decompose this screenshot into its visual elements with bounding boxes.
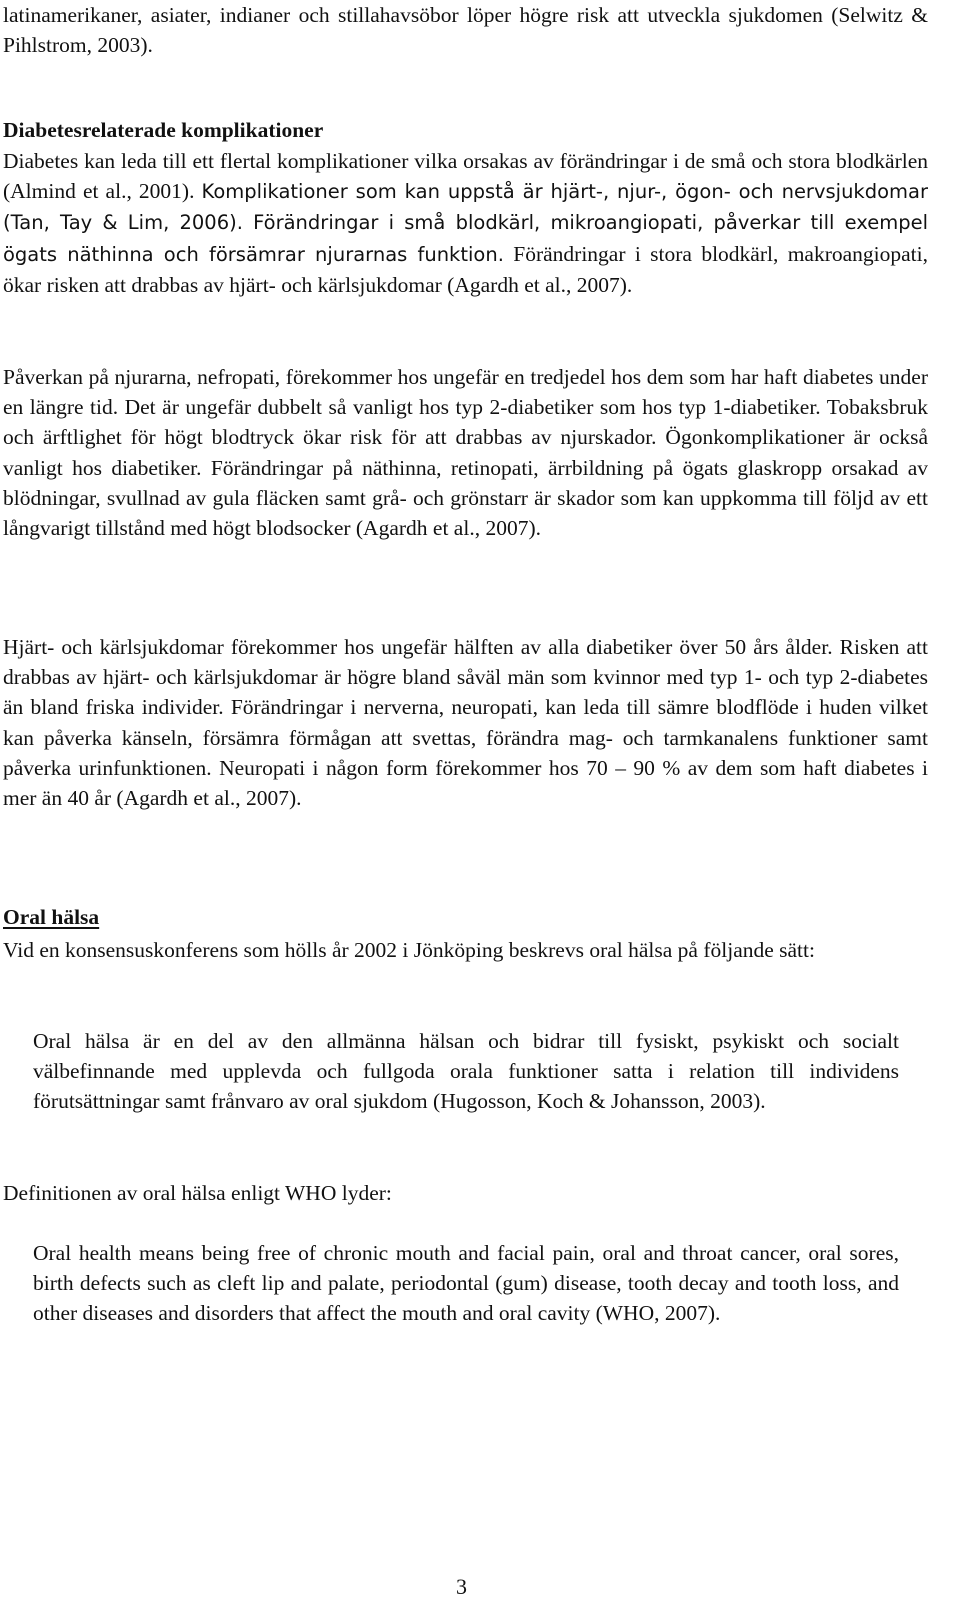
paragraph-complications-part-a: Diabetes kan leda till ett flertal komplikationer vilka orsakas av förändringar i de små och stora blodkärlen (Almind et al., 2001). (3, 149, 928, 204)
paragraph-complications (3, 146, 928, 300)
quote-who-definition: Oral health means being free of chronic mouth and facial pain, oral and throat cancer, oral sores, birth defects such as cleft lip and palate, periodontal (gum) disease, tooth decay and tooth loss, and other diseases and disorders that affect the mouth and oral cavity (WHO, 2007). (33, 1241, 899, 1326)
page-number: 3 (456, 1574, 467, 1599)
quote-oral-health-definition: Oral hälsa är en del av den allmänna hälsan och bidrar till fysiskt, psykiskt och socialt välbefinnande med upplevda och fullgoda orala funktioner satta i relation till individens förutsättningar samt frånvaro av oral sjukdom (Hugosson, Koch & Johansson, 2003). (33, 1029, 899, 1114)
paragraph-risk-groups: latinamerikaner, asiater, indianer och stillahavsöbor löper högre risk att utveckla sjukdomen (Selwitz & Pihlstrom, 2003). (3, 3, 928, 58)
paragraph-who-intro: Definitionen av oral hälsa enligt WHO lyder: (3, 1181, 392, 1205)
paragraph-oral-health-intro: Vid en konsensuskonferens som hölls år 2002 i Jönköping beskrevs oral hälsa på följande sätt: (3, 938, 815, 962)
paragraph-cardiovascular: Hjärt- och kärlsjukdomar förekommer hos ungefär hälften av alla diabetiker över 50 års ålder. Risken att drabbas av hjärt- och kärlsjukdomar är högre bland såväl män som kvinnor med typ 1- och typ 2-diabetes än bland friska individer. Förändringar i nerverna, neuropati, kan leda till sämre blodflöde i huden vilket kan påverka känseln, försämra förmågan att svettas, förändra mag- och tarmkanalens funktioner samt påverka urinfunktionen. Neuropati i någon form förekommer hos 70 – 90 % av dem som haft diabetes i mer än 40 år (Agardh et al., 2007). (3, 635, 928, 811)
heading-diabetes-complications: Diabetesrelaterade komplikationer (3, 118, 324, 142)
paragraph-nephropathy: Påverkan på njurarna, nefropati, förekommer hos ungefär en tredjedel hos dem som har haft diabetes under en längre tid. Det är ungefär dubbelt så vanligt hos typ 2-diabetiker som hos typ 1-diabetiker. Tobaksbruk och ärftlighet för högt blodtryck ökar risk för att drabbas av njurskador. Ögonkomplikationer är också vanligt hos diabetiker. Förändringar på näthinna, retinopati, ärrbildning på ögats glaskropp orsakad av blödningar, svullnad av gula fläcken samt grå- och grönstarr är skador som kan uppkomma till följd av ett långvarigt tillstånd med högt blodsocker (Agardh et al., 2007). (3, 365, 928, 541)
heading-oral-health: Oral hälsa (3, 905, 100, 929)
paragraph-complications-part-b: Komplikationer som kan uppstå är hjärt-, njur-, ögon- och nervsjukdomar (Tan, Tay & Lim, 2006). Förändringar i små blodkärl, mikroangiopati, påverkar till exempel ögats näthinna och försämrar njurarnas funktion. (3, 180, 928, 266)
paragraph-complications-part-c: Förändringar i stora blodkärl, makroangiopati, ökar risken att drabbas av hjärt- och kärlsjukdomar (Agardh et al., 2007). (3, 241, 929, 297)
